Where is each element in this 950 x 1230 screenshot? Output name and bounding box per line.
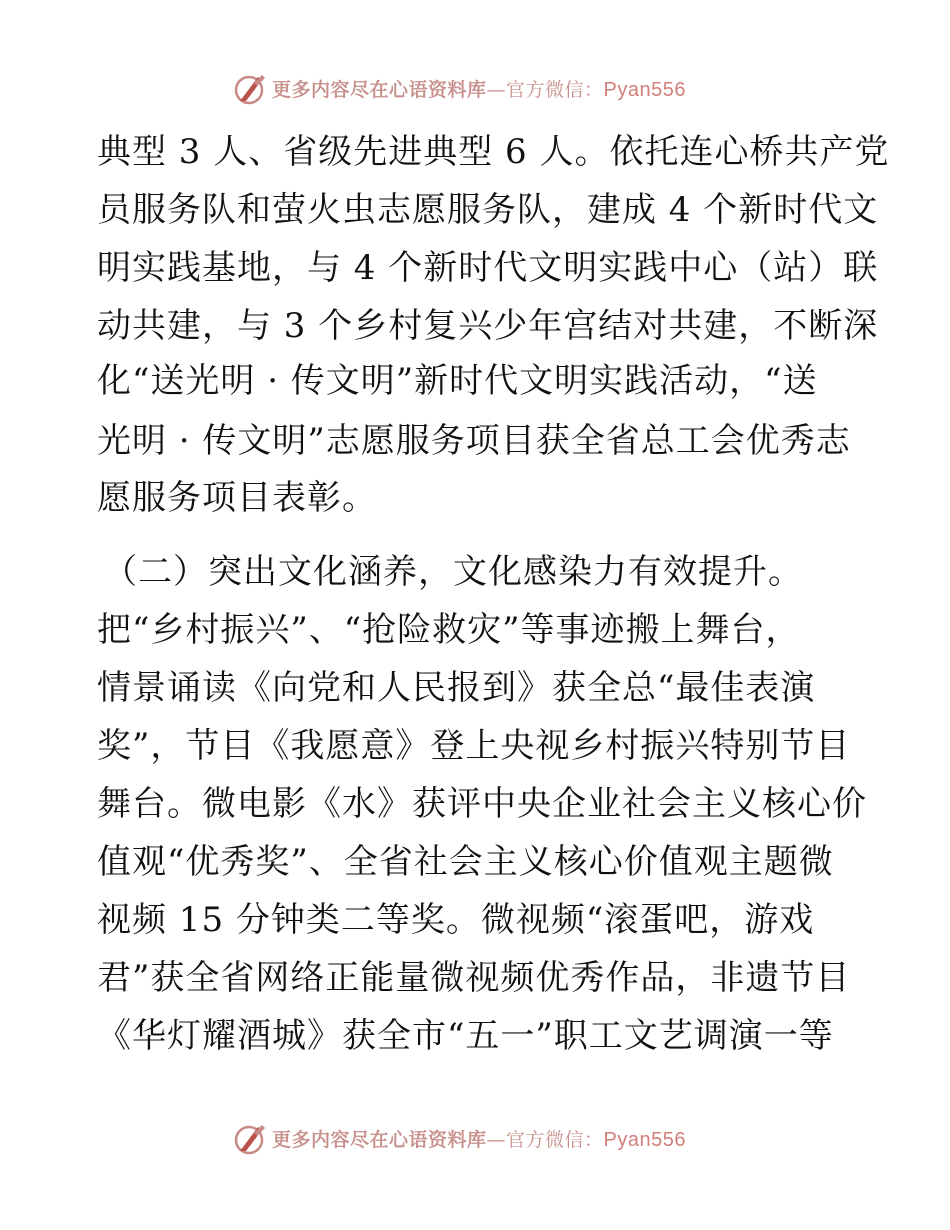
watermark-wechat-id: Pyan556 [603, 1129, 686, 1151]
body-line: 舞台。微电影《水》获评中央企业社会主义核心价 [97, 784, 867, 824]
footer-watermark [0, 1120, 950, 1160]
watermark-wechat-label: 官方微信： [506, 1129, 604, 1151]
watermark-title: 更多内容尽在心语资料库 [272, 79, 487, 101]
body-line: 把“乡村振兴”、“抢险救灾”等事迹搬上舞台， [97, 610, 801, 650]
watermark-dash: — [486, 1129, 507, 1151]
body-line: 明实践基地，与 4 个新时代文明实践中心（站）联 [97, 248, 879, 288]
body-line: 奖”，节目《我愿意》登上央视乡村振兴特别节目 [97, 726, 851, 766]
body-line: 化“送光明 · 传文明”新时代文明实践活动，“送 [97, 361, 818, 401]
body-line: 《华灯耀酒城》获全市“五一”职工文艺调演一等 [97, 1016, 834, 1056]
watermark-wechat-id: Pyan556 [603, 79, 686, 101]
body-line: 君”获全省网络正能量微视频优秀作品，非遗节目 [97, 958, 851, 998]
watermark-dash: — [486, 79, 507, 101]
body-line: 员服务队和萤火虫志愿服务队，建成 4 个新时代文 [97, 190, 879, 230]
watermark-wechat-label: 官方微信： [506, 79, 604, 101]
quill-emblem-icon [232, 1121, 268, 1157]
section-heading: （二）突出文化涵养，文化感染力有效提升。 [103, 552, 803, 592]
body-line: 情景诵读《向党和人民报到》获全总“最佳表演 [97, 668, 816, 708]
watermark-title: 更多内容尽在心语资料库 [272, 1129, 487, 1151]
body-line: 动共建，与 3 个乡村复兴少年宫结对共建，不断深 [97, 306, 879, 346]
body-line: 值观“优秀奖”、全省社会主义核心价值观主题微 [97, 842, 834, 882]
body-line: 典型 3 人、省级先进典型 6 人。依托连心桥共产党 [97, 132, 890, 172]
quill-emblem-icon [232, 71, 268, 107]
body-line: 光明 · 传文明”志愿服务项目获全省总工会优秀志 [97, 421, 851, 461]
header-watermark [0, 70, 950, 110]
body-line: 视频 15 分钟类二等奖。微视频“滚蛋吧，游戏 [97, 900, 815, 940]
body-line: 愿服务项目表彰。 [97, 478, 377, 518]
